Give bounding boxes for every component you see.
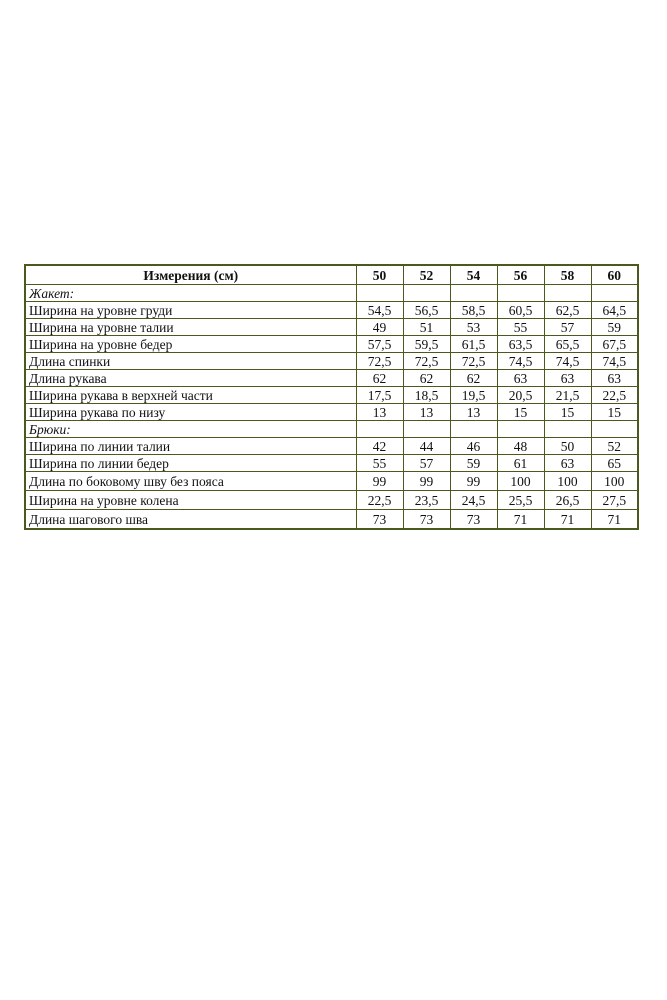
measurement-value: 74,5 <box>591 353 638 370</box>
measurement-label: Ширина на уровне талии <box>25 319 356 336</box>
measurement-value: 54,5 <box>356 302 403 319</box>
measurement-value: 57 <box>403 455 450 472</box>
measurement-value: 62 <box>356 370 403 387</box>
measurement-value: 23,5 <box>403 491 450 510</box>
measurement-label: Длина по боковому шву без пояса <box>25 472 356 491</box>
measurement-value: 71 <box>497 510 544 530</box>
measurement-value: 72,5 <box>356 353 403 370</box>
measurement-value: 53 <box>450 319 497 336</box>
measurement-value: 18,5 <box>403 387 450 404</box>
measurement-value: 63,5 <box>497 336 544 353</box>
measurement-value: 13 <box>450 404 497 421</box>
measurement-value: 62,5 <box>544 302 591 319</box>
measurement-value: 22,5 <box>591 387 638 404</box>
measurement-value: 74,5 <box>544 353 591 370</box>
measurement-value: 56,5 <box>403 302 450 319</box>
measurement-value: 62 <box>450 370 497 387</box>
measurement-value: 61 <box>497 455 544 472</box>
measurement-value <box>497 421 544 438</box>
measurement-value: 55 <box>356 455 403 472</box>
table-row <box>25 455 638 472</box>
measurement-value: 15 <box>544 404 591 421</box>
measurement-value: 25,5 <box>497 491 544 510</box>
section-label: Жакет: <box>25 285 356 302</box>
measurement-value: 74,5 <box>497 353 544 370</box>
table-row <box>25 404 638 421</box>
header-size: 52 <box>403 265 450 285</box>
measurement-value: 21,5 <box>544 387 591 404</box>
table-section-row <box>25 285 638 302</box>
table-row <box>25 319 638 336</box>
measurement-value <box>356 421 403 438</box>
measurement-value <box>403 285 450 302</box>
table-section-row <box>25 421 638 438</box>
measurement-value: 52 <box>591 438 638 455</box>
measurement-label: Ширина по линии бедер <box>25 455 356 472</box>
measurement-value: 67,5 <box>591 336 638 353</box>
header-size: 50 <box>356 265 403 285</box>
measurement-value: 24,5 <box>450 491 497 510</box>
measurement-label: Длина шагового шва <box>25 510 356 530</box>
measurement-value <box>403 421 450 438</box>
measurement-value: 49 <box>356 319 403 336</box>
table-row <box>25 302 638 319</box>
table-row <box>25 491 638 510</box>
table-row <box>25 353 638 370</box>
measurement-value: 20,5 <box>497 387 544 404</box>
measurement-value <box>450 285 497 302</box>
measurement-value: 72,5 <box>403 353 450 370</box>
measurement-label: Ширина рукава по низу <box>25 404 356 421</box>
measurement-label: Ширина на уровне колена <box>25 491 356 510</box>
measurement-value <box>544 421 591 438</box>
measurement-value: 13 <box>356 404 403 421</box>
measurement-value: 73 <box>356 510 403 530</box>
measurement-value: 61,5 <box>450 336 497 353</box>
measurement-value: 100 <box>497 472 544 491</box>
measurement-value: 99 <box>450 472 497 491</box>
measurement-value: 13 <box>403 404 450 421</box>
measurement-value: 63 <box>544 370 591 387</box>
measurement-value: 65 <box>591 455 638 472</box>
measurement-value: 55 <box>497 319 544 336</box>
measurement-label: Ширина рукава в верхней части <box>25 387 356 404</box>
measurement-value: 57,5 <box>356 336 403 353</box>
measurement-value: 42 <box>356 438 403 455</box>
measurement-value: 63 <box>544 455 591 472</box>
table-header-row <box>25 265 638 285</box>
measurement-value: 59,5 <box>403 336 450 353</box>
measurement-value: 73 <box>403 510 450 530</box>
measurement-label: Ширина на уровне груди <box>25 302 356 319</box>
table-row <box>25 336 638 353</box>
measurement-value <box>356 285 403 302</box>
measurement-value <box>591 421 638 438</box>
section-label: Брюки: <box>25 421 356 438</box>
measurement-value <box>497 285 544 302</box>
measurement-value: 63 <box>497 370 544 387</box>
header-size: 54 <box>450 265 497 285</box>
measurement-label: Ширина на уровне бедер <box>25 336 356 353</box>
measurement-value: 15 <box>497 404 544 421</box>
size-chart-table <box>24 264 639 530</box>
measurement-value: 63 <box>591 370 638 387</box>
measurement-value: 59 <box>591 319 638 336</box>
measurement-value: 100 <box>591 472 638 491</box>
table-row <box>25 387 638 404</box>
measurement-value: 57 <box>544 319 591 336</box>
measurement-value: 51 <box>403 319 450 336</box>
measurement-value: 58,5 <box>450 302 497 319</box>
measurement-value: 26,5 <box>544 491 591 510</box>
measurement-value: 15 <box>591 404 638 421</box>
measurement-value: 48 <box>497 438 544 455</box>
measurement-value: 46 <box>450 438 497 455</box>
table-row <box>25 472 638 491</box>
measurement-value: 17,5 <box>356 387 403 404</box>
measurement-value: 73 <box>450 510 497 530</box>
measurement-value <box>450 421 497 438</box>
measurement-value: 99 <box>403 472 450 491</box>
measurement-value <box>591 285 638 302</box>
table-row <box>25 510 638 530</box>
measurement-value: 62 <box>403 370 450 387</box>
measurement-value: 71 <box>591 510 638 530</box>
measurement-value: 99 <box>356 472 403 491</box>
measurement-label: Ширина по линии талии <box>25 438 356 455</box>
measurement-value: 60,5 <box>497 302 544 319</box>
header-size: 60 <box>591 265 638 285</box>
measurement-label: Длина рукава <box>25 370 356 387</box>
table-row <box>25 438 638 455</box>
measurement-value <box>544 285 591 302</box>
header-measurements: Измерения (см) <box>25 265 356 285</box>
table-row <box>25 370 638 387</box>
measurement-value: 27,5 <box>591 491 638 510</box>
measurement-value: 59 <box>450 455 497 472</box>
measurement-value: 71 <box>544 510 591 530</box>
measurement-label: Длина спинки <box>25 353 356 370</box>
measurement-value: 65,5 <box>544 336 591 353</box>
measurement-value: 72,5 <box>450 353 497 370</box>
measurement-value: 44 <box>403 438 450 455</box>
header-size: 58 <box>544 265 591 285</box>
measurement-value: 64,5 <box>591 302 638 319</box>
measurement-value: 100 <box>544 472 591 491</box>
measurement-value: 19,5 <box>450 387 497 404</box>
measurement-value: 22,5 <box>356 491 403 510</box>
table-body <box>25 285 638 530</box>
header-size: 56 <box>497 265 544 285</box>
measurement-value: 50 <box>544 438 591 455</box>
